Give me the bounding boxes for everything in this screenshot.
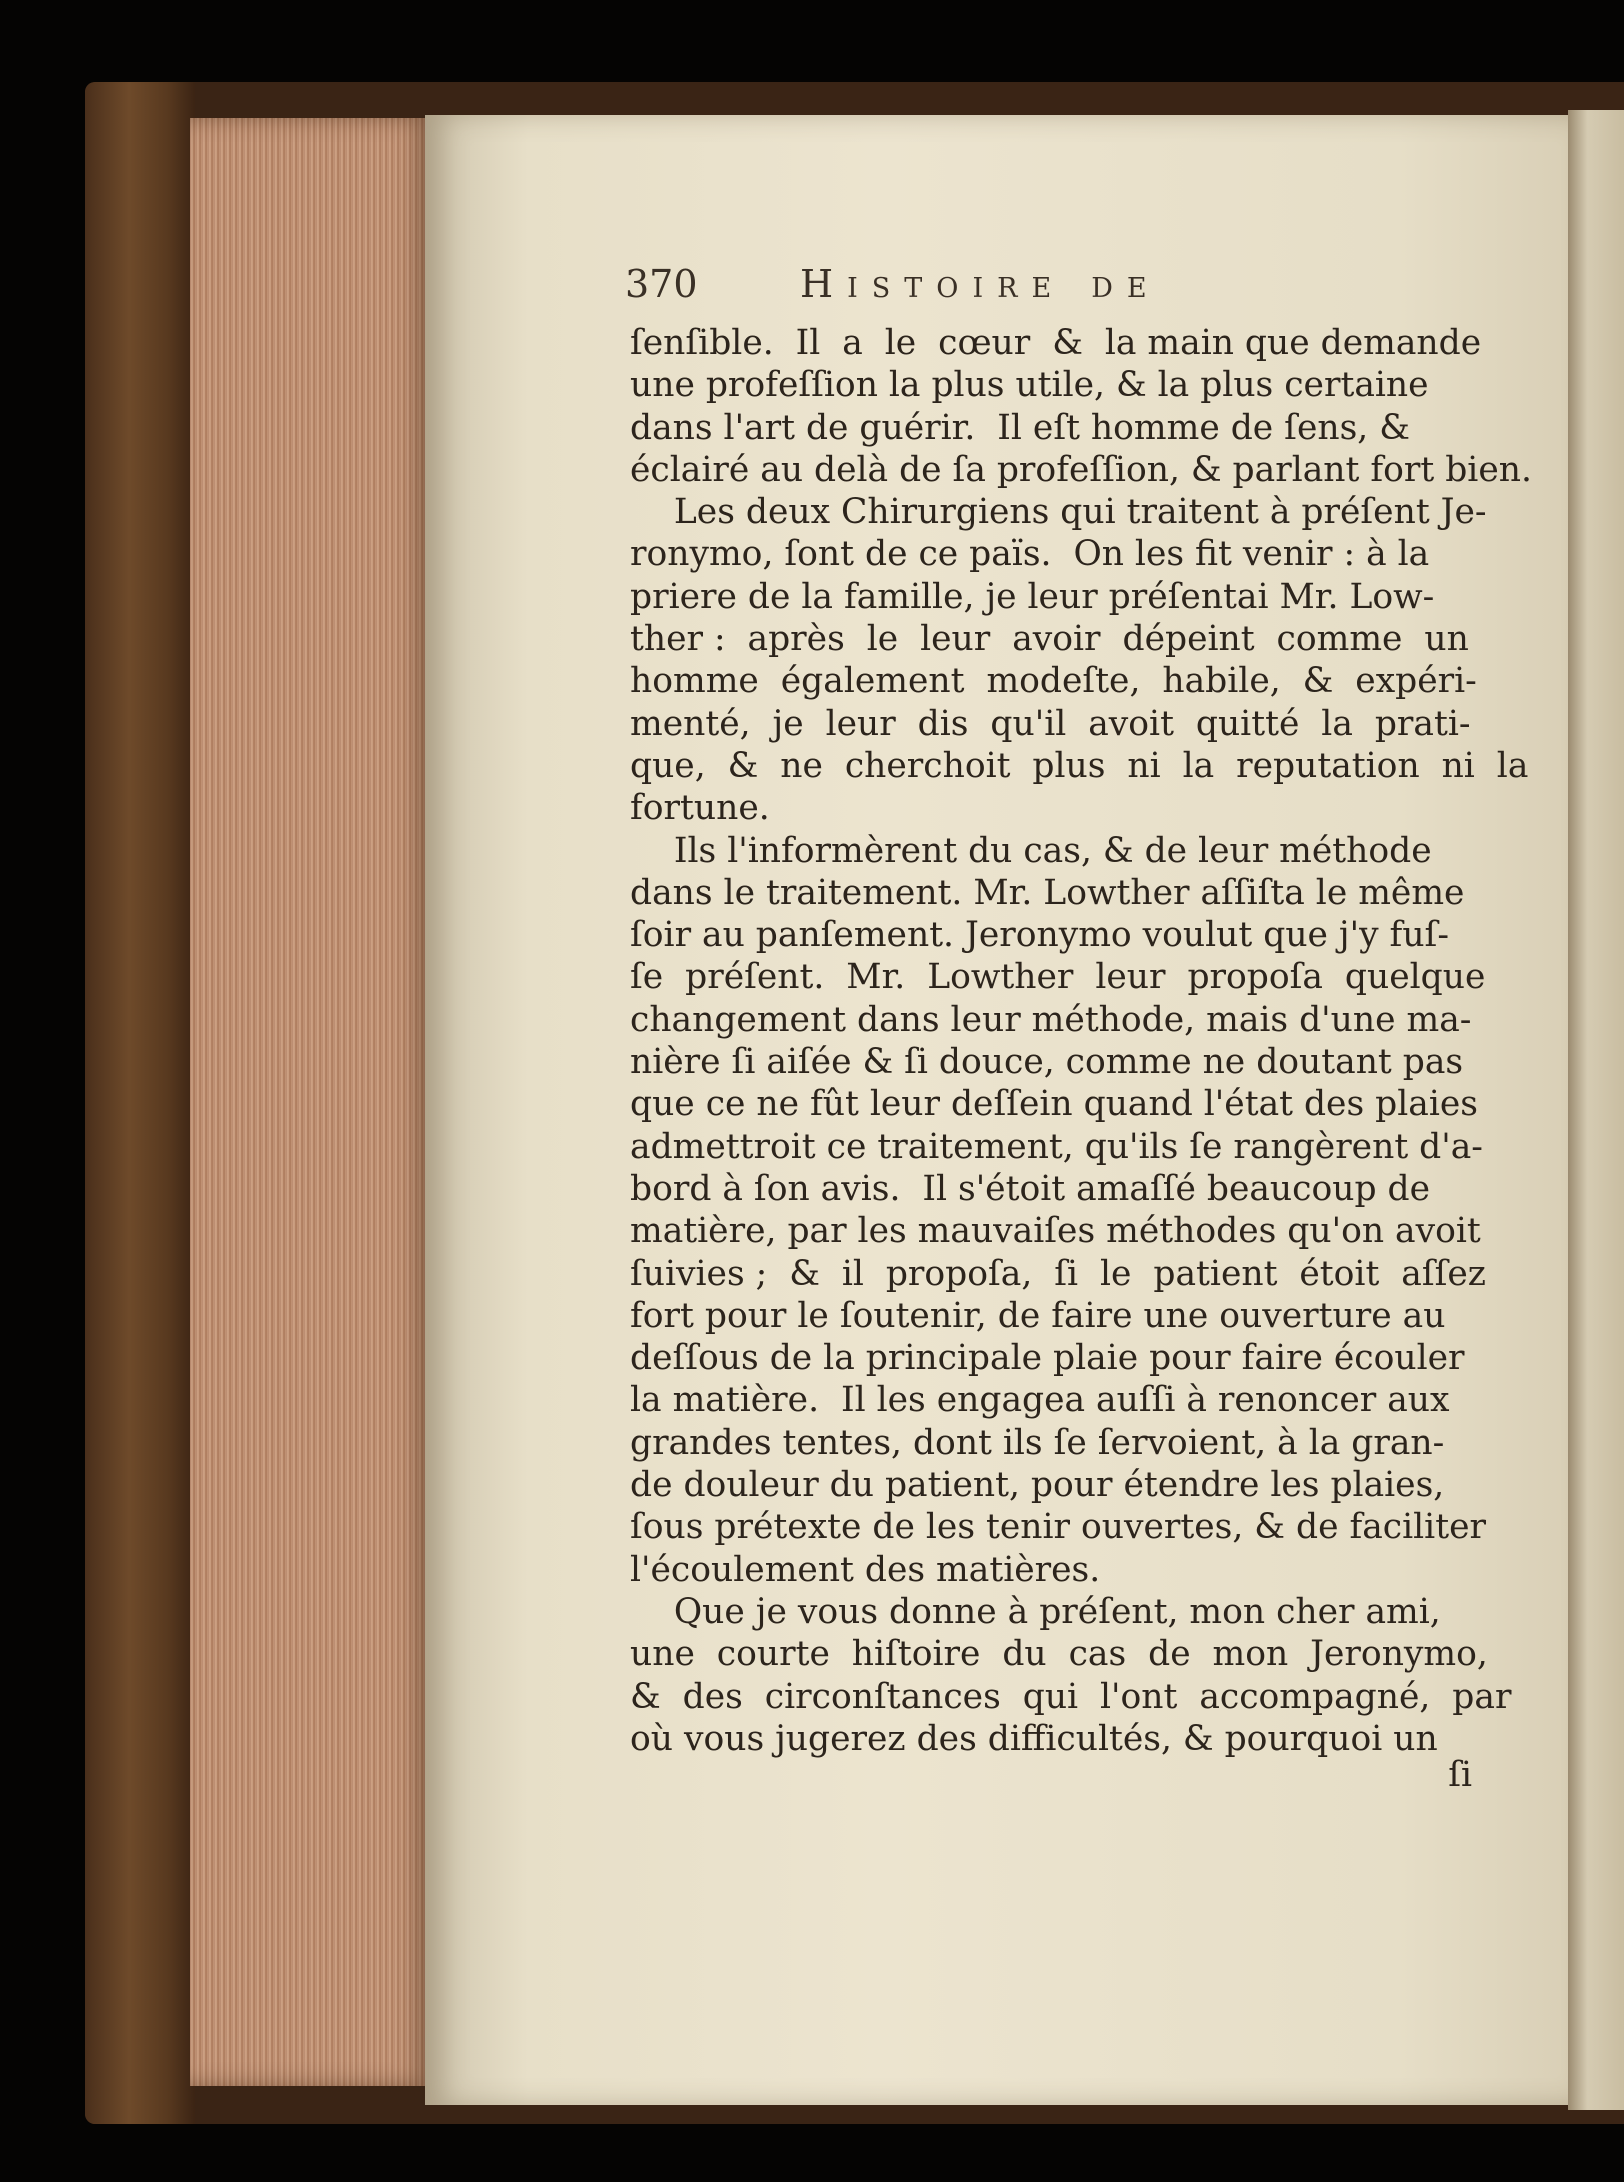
text-line: que, & ne cherchoit plus ni la reputation ni la — [630, 745, 1529, 786]
text-line: fortune. — [630, 788, 770, 829]
text-line: que ce ne fût leur deſſein quand l'état des plaies — [630, 1084, 1478, 1125]
text-line: l'écoulement des matières. — [630, 1549, 1101, 1590]
text-line: changement dans leur méthode, mais d'une ma- — [630, 999, 1472, 1040]
text-line: Que je vous donne à préſent, mon cher ami, — [630, 1591, 1441, 1632]
text-line: grandes tentes, dont ils ſe ſervoient, à la gran- — [630, 1422, 1445, 1463]
text-line: deſſous de la principale plaie pour faire écouler — [630, 1338, 1465, 1379]
text-line: dans le traitement. Mr. Lowther aſſiſta le même — [630, 872, 1465, 913]
text-line: homme également modeſte, habile, & expéri- — [630, 661, 1477, 702]
text-line: ſenſible. Il a le cœur & la main que demande — [630, 323, 1482, 363]
text-line: Les deux Chirurgiens qui traitent à préſent Je- — [630, 492, 1487, 533]
text-line: nière ſi aiſée & ſi douce, comme ne doutant pas — [630, 1042, 1464, 1083]
text-line: la matière. Il les engagea auſſi à renoncer aux — [630, 1380, 1450, 1421]
text-line: & des circonſtances qui l'ont accompagné, par — [630, 1676, 1512, 1717]
text-line: menté, je leur dis qu'il avoit quitté la prati- — [630, 703, 1471, 744]
text-line: fort pour le ſoutenir, de faire une ouverture au — [630, 1295, 1446, 1336]
running-head — [625, 262, 1370, 318]
text-line: éclairé au delà de ſa profeſſion, & parlant fort bien. — [630, 449, 1532, 490]
text-line: admettroit ce traitement, qu'ils ſe rangèrent d'a- — [630, 1126, 1483, 1167]
page-number: 370 — [625, 262, 698, 306]
text-line: ther : après le leur avoir dépeint comme un — [630, 619, 1469, 660]
text-line: ſe préſent. Mr. Lowther leur propoſa quelque — [630, 957, 1486, 998]
catchword: ſi — [1448, 1755, 1472, 1795]
text-line: ronymo, ſont de ce païs. On les fit venir : à la — [630, 534, 1430, 575]
text-line: ſoir au panſement. Jeronymo voulut que j'y fuſ- — [630, 915, 1449, 956]
facing-page-edge — [1568, 110, 1624, 2110]
text-line: ſuivies ; & il propoſa, ſi le patient étoit aſſez — [630, 1253, 1486, 1294]
text-line: dans l'art de guérir. Il eſt homme de ſens, & — [630, 407, 1410, 448]
text-line: une courte hiſtoire du cas de mon Jeronymo, — [630, 1634, 1488, 1675]
page-edges — [190, 118, 432, 2086]
text-line: bord à ſon avis. Il s'étoit amaſſé beaucoup de — [630, 1168, 1431, 1209]
text-line: une profeſſion la plus utile, & la plus certaine — [630, 365, 1429, 406]
body-text — [630, 322, 1532, 1760]
text-line: matière, par les mauvaiſes méthodes qu'on avoit — [630, 1211, 1481, 1252]
text-line: où vous jugerez des difficultés, & pourquoi un — [630, 1718, 1438, 1759]
text-line: de douleur du patient, pour étendre les plaies, — [630, 1465, 1445, 1506]
book-cover — [85, 82, 195, 2124]
text-line: ſous prétexte de les tenir ouvertes, & de faciliter — [630, 1507, 1486, 1548]
running-title: Histoire de — [800, 262, 1161, 306]
text-line: Ils l'informèrent du cas, & de leur méthode — [630, 830, 1432, 871]
text-line: priere de la famille, je leur préſentai Mr. Low- — [630, 576, 1435, 617]
